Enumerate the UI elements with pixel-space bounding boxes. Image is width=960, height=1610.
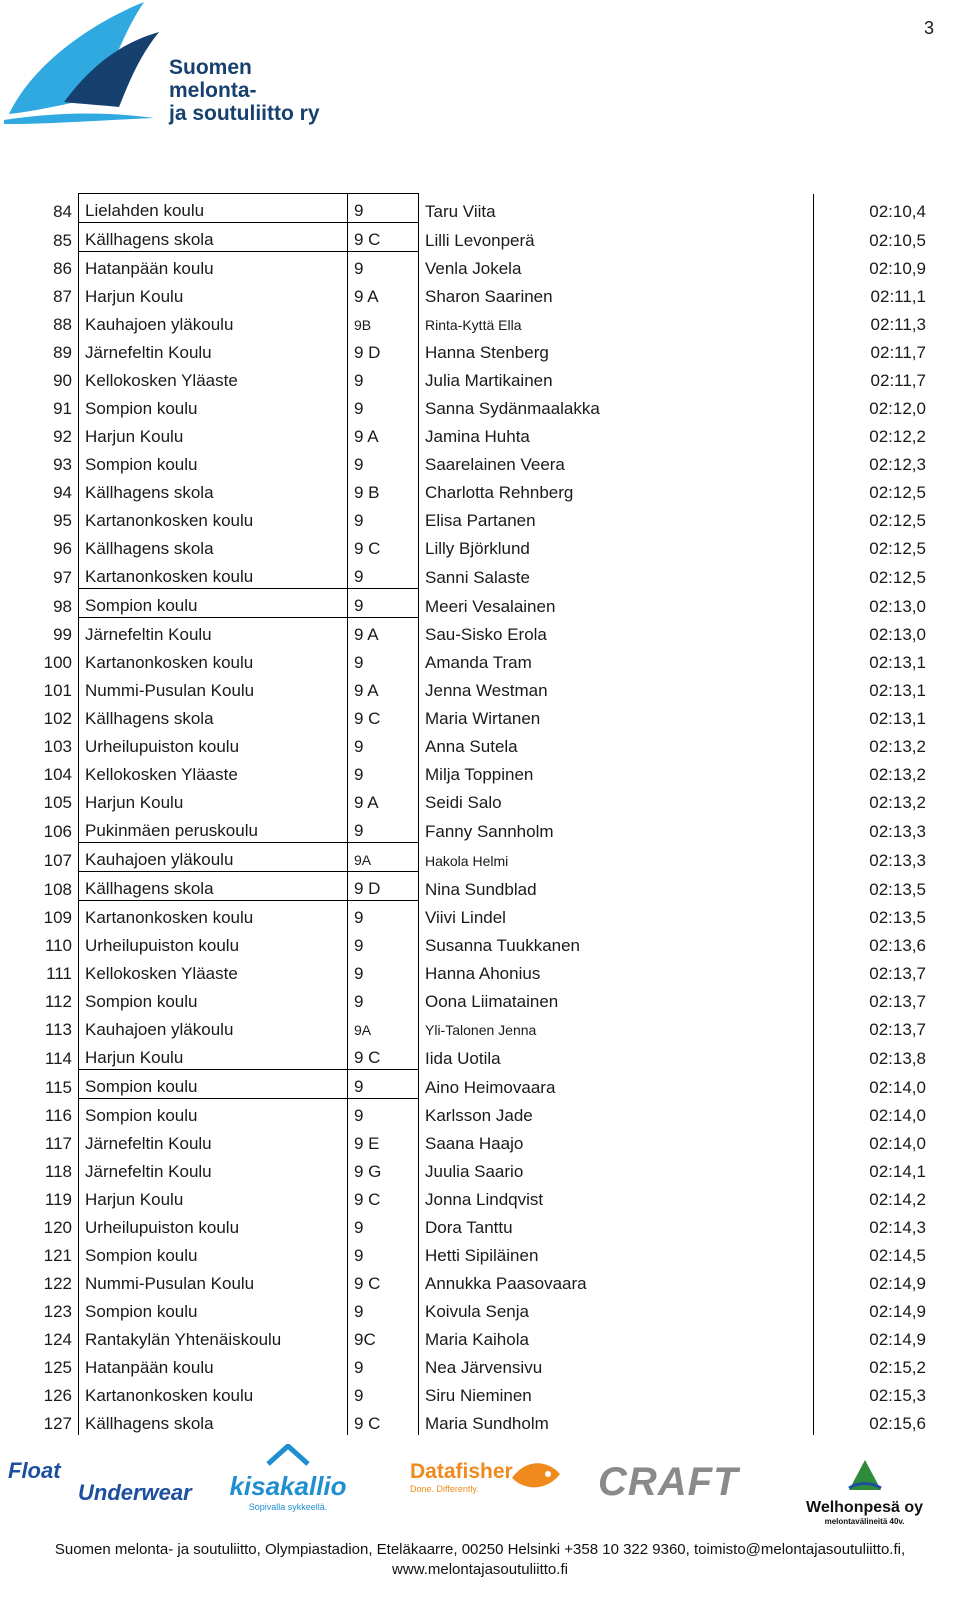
time-cell: 02:15,3 bbox=[814, 1379, 933, 1407]
results-table bbox=[38, 193, 932, 1435]
time-cell: 02:13,3 bbox=[814, 843, 933, 872]
rank-cell: 111 bbox=[46, 964, 72, 983]
rank-cell: 108 bbox=[43, 879, 72, 899]
time-cell: 02:14,9 bbox=[814, 1295, 933, 1323]
class-cell: 9 D bbox=[348, 872, 419, 901]
logo-wordmark bbox=[169, 56, 320, 125]
rank-cell: 102 bbox=[43, 709, 72, 728]
class-cell: 9 C bbox=[348, 702, 419, 730]
table-row bbox=[38, 1211, 932, 1239]
rank-cell: 127 bbox=[43, 1414, 72, 1433]
rank-cell: 91 bbox=[53, 399, 72, 418]
school-cell: Sompion koulu bbox=[79, 1099, 348, 1128]
class-cell: 9 A bbox=[348, 618, 419, 647]
footer bbox=[0, 1540, 960, 1580]
logo-line-1: Suomen bbox=[169, 56, 252, 79]
time-cell: 02:14,5 bbox=[814, 1239, 933, 1267]
name-cell: Hanna Stenberg bbox=[419, 336, 814, 364]
school-cell: Sompion koulu bbox=[79, 985, 348, 1013]
class-cell: 9 bbox=[348, 448, 419, 476]
table-row bbox=[38, 646, 932, 674]
rank-cell: 107 bbox=[43, 850, 72, 870]
time-cell: 02:13,6 bbox=[814, 929, 933, 957]
time-cell: 02:12,5 bbox=[814, 532, 933, 560]
table-row bbox=[38, 843, 932, 872]
school-cell: Sompion koulu bbox=[79, 448, 348, 476]
time-cell: 02:13,5 bbox=[814, 872, 933, 901]
table-row bbox=[38, 786, 932, 814]
class-cell: 9 G bbox=[348, 1155, 419, 1183]
rank-cell: 112 bbox=[44, 992, 72, 1011]
school-cell: Sompion koulu bbox=[79, 589, 348, 618]
time-cell: 02:11,7 bbox=[814, 364, 933, 392]
name-cell: Maria Kaihola bbox=[419, 1323, 814, 1351]
school-cell: Kauhajoen yläkoulu bbox=[79, 308, 348, 336]
table-row bbox=[38, 1239, 932, 1267]
class-cell: 9 bbox=[348, 646, 419, 674]
school-cell: Harjun Koulu bbox=[79, 1041, 348, 1070]
class-cell: 9 bbox=[348, 1099, 419, 1128]
class-cell: 9 bbox=[348, 985, 419, 1013]
name-cell: Aino Heimovaara bbox=[419, 1070, 814, 1099]
class-cell: 9 bbox=[348, 1239, 419, 1267]
name-cell: Lilli Levonperä bbox=[419, 223, 814, 252]
name-cell: Sharon Saarinen bbox=[419, 280, 814, 308]
school-cell: Källhagens skola bbox=[79, 532, 348, 560]
logo-line-2: melonta- bbox=[169, 79, 257, 102]
name-cell: Dora Tanttu bbox=[419, 1211, 814, 1239]
sponsor-underwear-label: Underwear bbox=[78, 1480, 192, 1505]
school-cell: Järnefeltin Koulu bbox=[79, 1155, 348, 1183]
class-cell: 9 A bbox=[348, 674, 419, 702]
time-cell: 02:13,7 bbox=[814, 957, 933, 985]
school-cell: Urheilupuiston koulu bbox=[79, 929, 348, 957]
table-row bbox=[38, 1351, 932, 1379]
name-cell: Saarelainen Veera bbox=[419, 448, 814, 476]
class-cell: 9 bbox=[348, 957, 419, 985]
time-cell: 02:14,0 bbox=[814, 1070, 933, 1099]
class-cell: 9C bbox=[348, 1323, 419, 1351]
time-cell: 02:15,2 bbox=[814, 1351, 933, 1379]
rank-cell: 86 bbox=[53, 259, 72, 278]
sponsor-datafisher-label: Datafisher bbox=[410, 1460, 513, 1483]
sponsor-welhonpesa-tagline: melontavälineitä 40v. bbox=[824, 1517, 905, 1526]
rank-cell: 84 bbox=[53, 201, 72, 221]
name-cell: Sanni Salaste bbox=[419, 560, 814, 589]
class-cell: 9 A bbox=[348, 420, 419, 448]
time-cell: 02:14,9 bbox=[814, 1323, 933, 1351]
name-cell: Iida Uotila bbox=[419, 1041, 814, 1070]
time-cell: 02:11,3 bbox=[814, 308, 933, 336]
school-cell: Kellokosken Yläaste bbox=[79, 758, 348, 786]
table-row bbox=[38, 280, 932, 308]
name-cell: Rinta-Kyttä Ella bbox=[419, 308, 814, 336]
name-cell: Hakola Helmi bbox=[419, 843, 814, 872]
sponsor-kisakallio-label: kisakallio bbox=[229, 1471, 347, 1501]
time-cell: 02:14,0 bbox=[814, 1127, 933, 1155]
school-cell: Kartanonkosken koulu bbox=[79, 901, 348, 930]
name-cell: Meeri Vesalainen bbox=[419, 589, 814, 618]
class-cell: 9 E bbox=[348, 1127, 419, 1155]
rank-cell: 105 bbox=[43, 793, 72, 812]
class-cell: 9 bbox=[348, 392, 419, 420]
time-cell: 02:10,5 bbox=[814, 223, 933, 252]
page-number: 3 bbox=[923, 18, 934, 38]
table-row bbox=[38, 1013, 932, 1041]
name-cell: Oona Liimatainen bbox=[419, 985, 814, 1013]
table-row bbox=[38, 194, 932, 223]
name-cell: Anna Sutela bbox=[419, 730, 814, 758]
sponsor-datafisher bbox=[410, 1460, 513, 1494]
school-cell: Harjun Koulu bbox=[79, 786, 348, 814]
rank-cell: 109 bbox=[43, 908, 72, 927]
kisakallio-wave-icon bbox=[228, 1444, 348, 1466]
rank-cell: 97 bbox=[53, 567, 72, 587]
time-cell: 02:13,0 bbox=[814, 618, 933, 647]
rank-cell: 88 bbox=[53, 315, 72, 334]
school-cell: Källhagens skola bbox=[79, 1407, 348, 1435]
time-cell: 02:13,0 bbox=[814, 589, 933, 618]
school-cell: Järnefeltin Koulu bbox=[79, 1127, 348, 1155]
name-cell: Juulia Saario bbox=[419, 1155, 814, 1183]
name-cell: Lilly Björklund bbox=[419, 532, 814, 560]
time-cell: 02:13,7 bbox=[814, 985, 933, 1013]
name-cell: Yli-Talonen Jenna bbox=[419, 1013, 814, 1041]
table-row bbox=[38, 308, 932, 336]
class-cell: 9 C bbox=[348, 1407, 419, 1435]
table-row bbox=[38, 702, 932, 730]
rank-cell: 121 bbox=[43, 1246, 72, 1265]
class-cell: 9 C bbox=[348, 1041, 419, 1070]
table-row bbox=[38, 1379, 932, 1407]
rank-cell: 103 bbox=[43, 737, 72, 756]
time-cell: 02:13,2 bbox=[814, 758, 933, 786]
table-row bbox=[38, 929, 932, 957]
rank-cell: 118 bbox=[44, 1162, 72, 1181]
rank-cell: 99 bbox=[53, 625, 72, 644]
name-cell: Siru Nieminen bbox=[419, 1379, 814, 1407]
table-row bbox=[38, 392, 932, 420]
time-cell: 02:10,4 bbox=[814, 194, 933, 223]
rank-cell: 104 bbox=[43, 765, 72, 784]
table-row bbox=[38, 532, 932, 560]
class-cell: 9 bbox=[348, 504, 419, 532]
school-cell: Källhagens skola bbox=[79, 872, 348, 901]
time-cell: 02:12,3 bbox=[814, 448, 933, 476]
table-row bbox=[38, 730, 932, 758]
rank-cell: 123 bbox=[43, 1302, 72, 1321]
rank-cell: 106 bbox=[43, 821, 72, 841]
rank-cell: 89 bbox=[53, 343, 72, 362]
school-cell: Kartanonkosken koulu bbox=[79, 1379, 348, 1407]
rank-cell: 124 bbox=[43, 1330, 72, 1349]
name-cell: Elisa Partanen bbox=[419, 504, 814, 532]
rank-cell: 110 bbox=[44, 936, 72, 955]
rank-cell: 100 bbox=[43, 653, 72, 672]
name-cell: Sanna Sydänmaalakka bbox=[419, 392, 814, 420]
rank-cell: 87 bbox=[53, 287, 72, 306]
time-cell: 02:12,5 bbox=[814, 476, 933, 504]
time-cell: 02:14,1 bbox=[814, 1155, 933, 1183]
class-cell: 9 bbox=[348, 1211, 419, 1239]
school-cell: Hatanpään koulu bbox=[79, 252, 348, 281]
sponsor-float-underwear bbox=[8, 1460, 192, 1504]
table-row bbox=[38, 1127, 932, 1155]
name-cell: Jenna Westman bbox=[419, 674, 814, 702]
class-cell: 9 C bbox=[348, 1267, 419, 1295]
name-cell: Nina Sundblad bbox=[419, 872, 814, 901]
name-cell: Maria Sundholm bbox=[419, 1407, 814, 1435]
time-cell: 02:13,8 bbox=[814, 1041, 933, 1070]
name-cell: Charlotta Rehnberg bbox=[419, 476, 814, 504]
table-row bbox=[38, 872, 932, 901]
name-cell: Amanda Tram bbox=[419, 646, 814, 674]
rank-cell: 92 bbox=[53, 427, 72, 446]
time-cell: 02:14,3 bbox=[814, 1211, 933, 1239]
school-cell: Sompion koulu bbox=[79, 1239, 348, 1267]
class-cell: 9 B bbox=[348, 476, 419, 504]
table-row bbox=[38, 448, 932, 476]
federation-logo bbox=[4, 2, 334, 132]
school-cell: Kauhajoen yläkoulu bbox=[79, 843, 348, 872]
table-row bbox=[38, 589, 932, 618]
class-cell: 9 C bbox=[348, 223, 419, 252]
rank-cell: 113 bbox=[44, 1020, 72, 1039]
time-cell: 02:13,2 bbox=[814, 730, 933, 758]
class-cell: 9 bbox=[348, 814, 419, 843]
school-cell: Kauhajoen yläkoulu bbox=[79, 1013, 348, 1041]
name-cell: Jamina Huhta bbox=[419, 420, 814, 448]
class-cell: 9 C bbox=[348, 532, 419, 560]
school-cell: Nummi-Pusulan Koulu bbox=[79, 1267, 348, 1295]
name-cell: Hanna Ahonius bbox=[419, 957, 814, 985]
rank-cell: 98 bbox=[53, 596, 72, 616]
name-cell: Julia Martikainen bbox=[419, 364, 814, 392]
footer-website: www.melontajasoutuliitto.fi bbox=[392, 1561, 568, 1578]
rank-cell: 95 bbox=[53, 511, 72, 530]
table-row bbox=[38, 1183, 932, 1211]
time-cell: 02:14,2 bbox=[814, 1183, 933, 1211]
time-cell: 02:12,2 bbox=[814, 420, 933, 448]
school-cell: Kartanonkosken koulu bbox=[79, 560, 348, 589]
table-row bbox=[38, 1070, 932, 1099]
class-cell: 9A bbox=[348, 843, 419, 872]
tree-icon bbox=[845, 1460, 885, 1494]
table-row bbox=[38, 674, 932, 702]
sponsor-craft-label: CRAFT bbox=[598, 1460, 739, 1504]
sponsor-datafisher-tagline: Done. Differently. bbox=[410, 1484, 479, 1494]
table-row bbox=[38, 420, 932, 448]
table-row bbox=[38, 560, 932, 589]
table-row bbox=[38, 1041, 932, 1070]
class-cell: 9 bbox=[348, 589, 419, 618]
time-cell: 02:13,1 bbox=[814, 702, 933, 730]
class-cell: 9 bbox=[348, 364, 419, 392]
table-row bbox=[38, 758, 932, 786]
table-row bbox=[38, 364, 932, 392]
class-cell: 9 A bbox=[348, 786, 419, 814]
rank-cell: 117 bbox=[44, 1134, 72, 1153]
school-cell: Källhagens skola bbox=[79, 476, 348, 504]
rank-cell: 90 bbox=[53, 371, 72, 390]
table-row bbox=[38, 985, 932, 1013]
name-cell: Hetti Sipiläinen bbox=[419, 1239, 814, 1267]
table-row bbox=[38, 901, 932, 930]
logo-line-3: ja soutuliitto ry bbox=[169, 102, 320, 125]
rank-cell: 93 bbox=[53, 455, 72, 474]
name-cell: Fanny Sannholm bbox=[419, 814, 814, 843]
sponsor-welhonpesa-label: Welhonpesä oy bbox=[806, 1499, 924, 1516]
time-cell: 02:13,2 bbox=[814, 786, 933, 814]
rank-cell: 94 bbox=[53, 483, 72, 502]
time-cell: 02:13,7 bbox=[814, 1013, 933, 1041]
class-cell: 9 bbox=[348, 730, 419, 758]
rank-cell: 116 bbox=[44, 1106, 72, 1125]
table-row bbox=[38, 618, 932, 647]
school-cell: Rantakylän Yhtenäiskoulu bbox=[79, 1323, 348, 1351]
class-cell: 9 bbox=[348, 194, 419, 223]
name-cell: Koivula Senja bbox=[419, 1295, 814, 1323]
class-cell: 9 bbox=[348, 252, 419, 281]
name-cell: Venla Jokela bbox=[419, 252, 814, 281]
school-cell: Harjun Koulu bbox=[79, 420, 348, 448]
sponsor-float-label: Float bbox=[8, 1458, 61, 1483]
school-cell: Kellokosken Yläaste bbox=[79, 957, 348, 985]
class-cell: 9 bbox=[348, 758, 419, 786]
class-cell: 9 bbox=[348, 1070, 419, 1099]
table-row bbox=[38, 814, 932, 843]
table-row bbox=[38, 223, 932, 252]
school-cell: Pukinmäen peruskoulu bbox=[79, 814, 348, 843]
rank-cell: 115 bbox=[44, 1077, 72, 1097]
rank-cell: 101 bbox=[43, 681, 72, 700]
sponsor-kisakallio bbox=[228, 1444, 348, 1512]
school-cell: Sompion koulu bbox=[79, 1070, 348, 1099]
name-cell: Susanna Tuukkanen bbox=[419, 929, 814, 957]
time-cell: 02:13,5 bbox=[814, 901, 933, 930]
school-cell: Järnefeltin Koulu bbox=[79, 618, 348, 647]
class-cell: 9 bbox=[348, 1379, 419, 1407]
rank-cell: 114 bbox=[44, 1048, 72, 1068]
name-cell: Viivi Lindel bbox=[419, 901, 814, 930]
school-cell: Källhagens skola bbox=[79, 223, 348, 252]
time-cell: 02:14,9 bbox=[814, 1267, 933, 1295]
time-cell: 02:13,1 bbox=[814, 674, 933, 702]
school-cell: Urheilupuiston koulu bbox=[79, 1211, 348, 1239]
sponsor-kisakallio-tagline: Sopivalla sykkeellä. bbox=[248, 1502, 328, 1512]
school-cell: Kartanonkosken koulu bbox=[79, 646, 348, 674]
class-cell: 9 bbox=[348, 1351, 419, 1379]
name-cell: Taru Viita bbox=[419, 194, 814, 223]
name-cell: Karlsson Jade bbox=[419, 1099, 814, 1128]
wave-logo-icon bbox=[4, 2, 174, 132]
time-cell: 02:11,7 bbox=[814, 336, 933, 364]
time-cell: 02:10,9 bbox=[814, 252, 933, 281]
class-cell: 9 bbox=[348, 929, 419, 957]
table-row bbox=[38, 476, 932, 504]
table-row bbox=[38, 1323, 932, 1351]
school-cell: Harjun Koulu bbox=[79, 1183, 348, 1211]
school-cell: Järnefeltin Koulu bbox=[79, 336, 348, 364]
footer-address: Suomen melonta- ja soutuliitto, Olympiastadion, Eteläkaarre, 00250 Helsinki +358 10 322 9360, toimisto@melontajasoutuliitto.fi, bbox=[54, 1541, 906, 1558]
rank-cell: 85 bbox=[53, 230, 72, 250]
table-row bbox=[38, 957, 932, 985]
sponsor-welhonpesa bbox=[806, 1460, 923, 1526]
time-cell: 02:11,1 bbox=[814, 280, 933, 308]
school-cell: Hatanpään koulu bbox=[79, 1351, 348, 1379]
time-cell: 02:13,3 bbox=[814, 814, 933, 843]
table-row bbox=[38, 1155, 932, 1183]
school-cell: Harjun Koulu bbox=[79, 280, 348, 308]
class-cell: 9B bbox=[348, 308, 419, 336]
name-cell: Milja Toppinen bbox=[419, 758, 814, 786]
table-row bbox=[38, 252, 932, 281]
school-cell: Kartanonkosken koulu bbox=[79, 504, 348, 532]
class-cell: 9 bbox=[348, 1295, 419, 1323]
school-cell: Sompion koulu bbox=[79, 392, 348, 420]
time-cell: 02:15,6 bbox=[814, 1407, 933, 1435]
rank-cell: 126 bbox=[43, 1386, 72, 1405]
class-cell: 9 A bbox=[348, 280, 419, 308]
time-cell: 02:14,0 bbox=[814, 1099, 933, 1128]
rank-cell: 125 bbox=[43, 1358, 72, 1377]
class-cell: 9 bbox=[348, 560, 419, 589]
school-cell: Urheilupuiston koulu bbox=[79, 730, 348, 758]
school-cell: Kellokosken Yläaste bbox=[79, 364, 348, 392]
rank-cell: 96 bbox=[53, 539, 72, 558]
rank-cell: 120 bbox=[43, 1218, 72, 1237]
time-cell: 02:12,5 bbox=[814, 560, 933, 589]
time-cell: 02:13,1 bbox=[814, 646, 933, 674]
name-cell: Jonna Lindqvist bbox=[419, 1183, 814, 1211]
class-cell: 9 C bbox=[348, 1183, 419, 1211]
fish-icon bbox=[508, 1452, 564, 1502]
table-row bbox=[38, 1099, 932, 1128]
name-cell: Sau-Sisko Erola bbox=[419, 618, 814, 647]
name-cell: Saana Haajo bbox=[419, 1127, 814, 1155]
name-cell: Nea Järvensivu bbox=[419, 1351, 814, 1379]
rank-cell: 122 bbox=[43, 1274, 72, 1293]
table-row bbox=[38, 1295, 932, 1323]
class-cell: 9 D bbox=[348, 336, 419, 364]
time-cell: 02:12,0 bbox=[814, 392, 933, 420]
class-cell: 9 bbox=[348, 901, 419, 930]
table-row bbox=[38, 504, 932, 532]
time-cell: 02:12,5 bbox=[814, 504, 933, 532]
name-cell: Maria Wirtanen bbox=[419, 702, 814, 730]
results-table-body bbox=[38, 194, 932, 1436]
sponsor-bar bbox=[0, 1430, 960, 1526]
name-cell: Seidi Salo bbox=[419, 786, 814, 814]
name-cell: Annukka Paasovaara bbox=[419, 1267, 814, 1295]
class-cell: 9A bbox=[348, 1013, 419, 1041]
table-row bbox=[38, 336, 932, 364]
table-row bbox=[38, 1267, 932, 1295]
school-cell: Lielahden koulu bbox=[79, 194, 348, 223]
school-cell: Sompion koulu bbox=[79, 1295, 348, 1323]
school-cell: Källhagens skola bbox=[79, 702, 348, 730]
school-cell: Nummi-Pusulan Koulu bbox=[79, 674, 348, 702]
rank-cell: 119 bbox=[44, 1190, 72, 1209]
